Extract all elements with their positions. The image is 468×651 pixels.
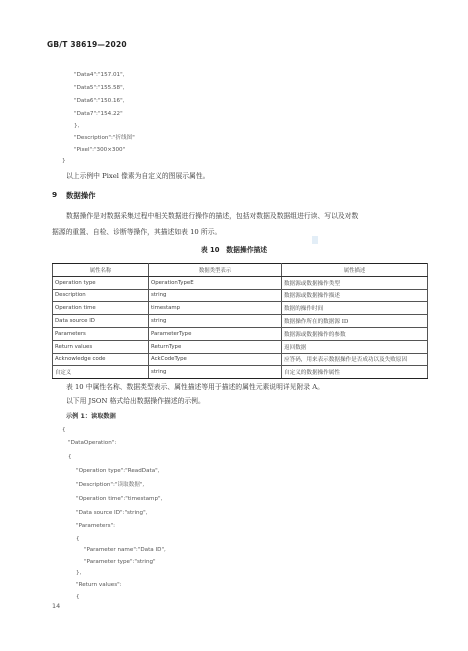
code-line: "Data5":"155.58", [74,85,125,91]
code-line: { [68,454,72,460]
data-type: timestamp [149,302,282,315]
data-type: AckCodeType [149,353,282,366]
code-line: { [76,536,80,542]
attribute-name: Operation type [53,276,149,289]
attribute-description: 应答码，用来表示数据操作是否成功以及失败原因 [282,353,428,366]
code-line: "Parameter type":"string" [84,559,156,565]
attribute-name: Return values [53,340,149,353]
code-line: "Data6":"150.16", [74,98,125,104]
attribute-name: Acknowledge code [53,353,149,366]
code-line: "Description":"读取数据", [76,482,145,488]
code-line: { [62,427,66,433]
code-line: "Data source ID":"string", [76,510,148,516]
data-type: string [149,289,282,302]
table-row [53,327,428,340]
attribute-name: Description [53,289,149,302]
after-table-line: 以下用 JSON 格式给出数据操作描述的示例。 [66,397,205,405]
page-number: 14 [52,602,61,610]
code-line: "Data4":"157.01", [74,72,125,78]
table-row [53,276,428,289]
data-type: OperationTypeE [149,276,282,289]
pixel-note: 以上示例中 Pixel 像素为自定义的图展示属性。 [66,172,210,180]
code-line: "Parameters": [76,523,116,529]
attribute-name: Data source ID [53,315,149,328]
attribute-name: Operation time [53,302,149,315]
attribute-description: 数据源或数据操作描述 [282,289,428,302]
column-header: 属性名称 [53,264,149,277]
code-line: "Return values": [76,582,122,588]
section-title: 数据操作 [66,191,96,200]
table-row [53,353,428,366]
column-header: 数据类型表示 [149,264,282,277]
attribute-description: 数据源或数据操作类型 [282,276,428,289]
section-paragraph-line: 据源的重置、自检、诊断等操作，其描述如表 10 所示。 [52,228,222,236]
example-label: 示例 1：读取数据 [66,413,116,420]
code-line: "Data7":"154.22" [74,111,123,117]
code-line: }, [74,123,80,129]
operation-table [52,263,428,379]
code-line: { [76,594,80,600]
table-row [53,302,428,315]
column-header: 属性描述 [282,264,428,277]
code-line: "Operation type":"ReadData", [76,468,160,474]
code-line: } [62,158,66,164]
scan-mark [312,236,318,244]
code-line: }, [76,570,82,576]
attribute-description: 返回数据 [282,340,428,353]
data-type: ReturnType [149,340,282,353]
table-row [53,315,428,328]
code-line: "DataOperation": [68,440,117,446]
section-number: 9 [52,190,58,199]
attribute-name: Parameters [53,327,149,340]
standard-code-header: GB/T 38619—2020 [47,40,127,49]
attribute-description: 数据源或数据操作的参数 [282,327,428,340]
data-type: string [149,366,282,379]
after-table-line: 表 10 中属性名称、数据类型表示、属性描述等用于描述的属性元素说明详见附录 A。 [66,383,324,391]
attribute-description: 数据的操作时间 [282,302,428,315]
table-row [53,289,428,302]
table-header-row [53,264,428,277]
data-type: string [149,315,282,328]
table-row [53,366,428,379]
section-paragraph-line: 数据操作是对数据采集过程中相关数据进行操作的描述，包括对数据及数据组进行读、写以及对数 [66,212,359,220]
attribute-name: 自定义 [53,366,149,379]
code-line: "Description":"折线图" [74,135,135,141]
code-line: "Parameter name":"Data ID", [84,547,166,553]
code-line: "Operation time":"timestamp", [76,496,163,502]
data-type: ParameterType [149,327,282,340]
table-title: 表 10 数据操作描述 [200,246,268,254]
code-line: "Pixel":"300×300" [74,147,126,153]
attribute-description: 数据操作所在的数据源 ID [282,315,428,328]
attribute-description: 自定义的数据操作属性 [282,366,428,379]
table-row [53,340,428,353]
